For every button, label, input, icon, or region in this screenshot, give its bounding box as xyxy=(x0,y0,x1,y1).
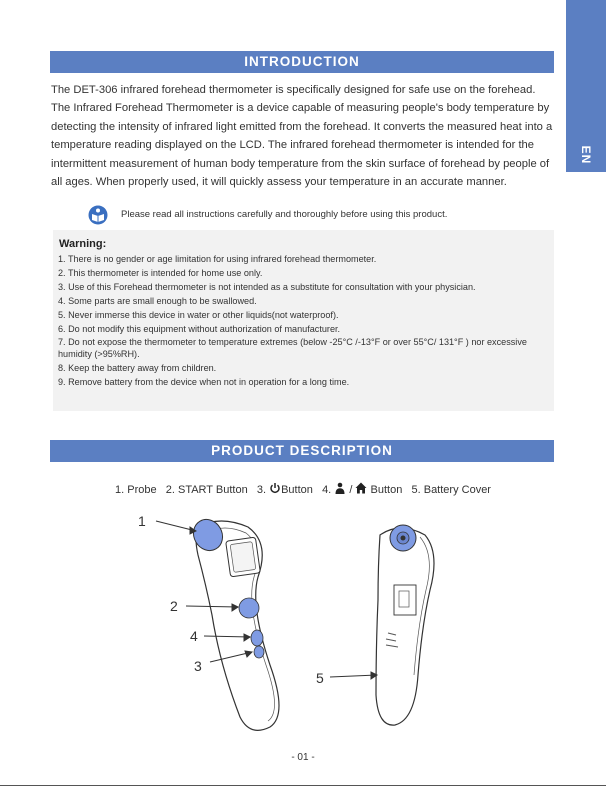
warning-list xyxy=(58,254,548,391)
warning-item: 1. There is no gender or age limitation for using infrared forehead thermometer. xyxy=(58,254,377,264)
language-label: EN xyxy=(579,145,593,165)
warning-item: 6. Do not modify this equipment without authorization of manufacturer. xyxy=(58,323,341,334)
notice-text: Please read all instructions carefully and thoroughly before using this product. xyxy=(121,209,448,220)
warning-item: 7. Do not expose the thermometer to temperature extremes (below -25°C /-13°F or over 55°C/ 131°F ) nor excessive humidity (>95%RH). xyxy=(58,337,527,359)
warning-item: 4. Some parts are small enough to be swallowed. xyxy=(58,295,257,306)
callout-4: 4 xyxy=(190,628,198,644)
parts-text-2: Button 4. xyxy=(281,484,335,496)
language-tab xyxy=(566,0,606,172)
callout-3: 3 xyxy=(194,658,202,674)
callout-1: 1 xyxy=(138,513,146,529)
warning-item: 8. Keep the battery away from children. xyxy=(58,362,217,373)
read-manual-icon xyxy=(88,205,108,225)
page-number: - 01 - xyxy=(291,752,315,763)
parts-text-4: Button 5. Battery Cover xyxy=(367,484,491,496)
callout-2: 2 xyxy=(170,598,178,614)
user-icon xyxy=(334,482,346,497)
thermometer-back xyxy=(376,525,434,725)
warning-box xyxy=(53,230,554,411)
warning-title: Warning: xyxy=(59,238,107,250)
parts-legend xyxy=(0,482,606,497)
warning-item: 3. Use of this Forehead thermometer is not intended as a substitute for consultation with your physician. xyxy=(58,281,476,292)
introduction-heading: INTRODUCTION xyxy=(50,51,554,73)
warning-item: 5. Never immerse this device in water or other liquids(not waterproof). xyxy=(58,309,339,320)
parts-text-1: 1. Probe 2. START Button 3. xyxy=(115,484,270,496)
home-icon xyxy=(355,482,367,497)
product-description-heading: PRODUCT DESCRIPTION xyxy=(50,440,554,462)
thermometer-illustration xyxy=(120,505,480,735)
bottom-rule xyxy=(0,785,606,786)
parts-text-3: / xyxy=(346,484,356,496)
warning-item: 9. Remove battery from the device when not in operation for a long time. xyxy=(58,376,350,387)
warning-item: 2. This thermometer is intended for home use only. xyxy=(58,267,263,278)
power-icon xyxy=(269,482,281,497)
thermometer-front xyxy=(188,514,279,730)
callout-5: 5 xyxy=(316,670,324,686)
introduction-paragraph: The DET-306 infrared forehead thermometer is specifically designed for safe use on the forehead. The Infrared Forehead Thermometer is a device capable of measuring people's body temperature by detecting the intensity of infrared light emitted from the forehead. It converts the measured heat into a temperature reading displayed on the LCD. The infrared forehead thermometer is intended for the intermittent measurement of human body temperature from the skin surface of forehead by people of all ages. When properly used, it will quickly assess your temperature in an accurate manner. xyxy=(51,84,553,189)
